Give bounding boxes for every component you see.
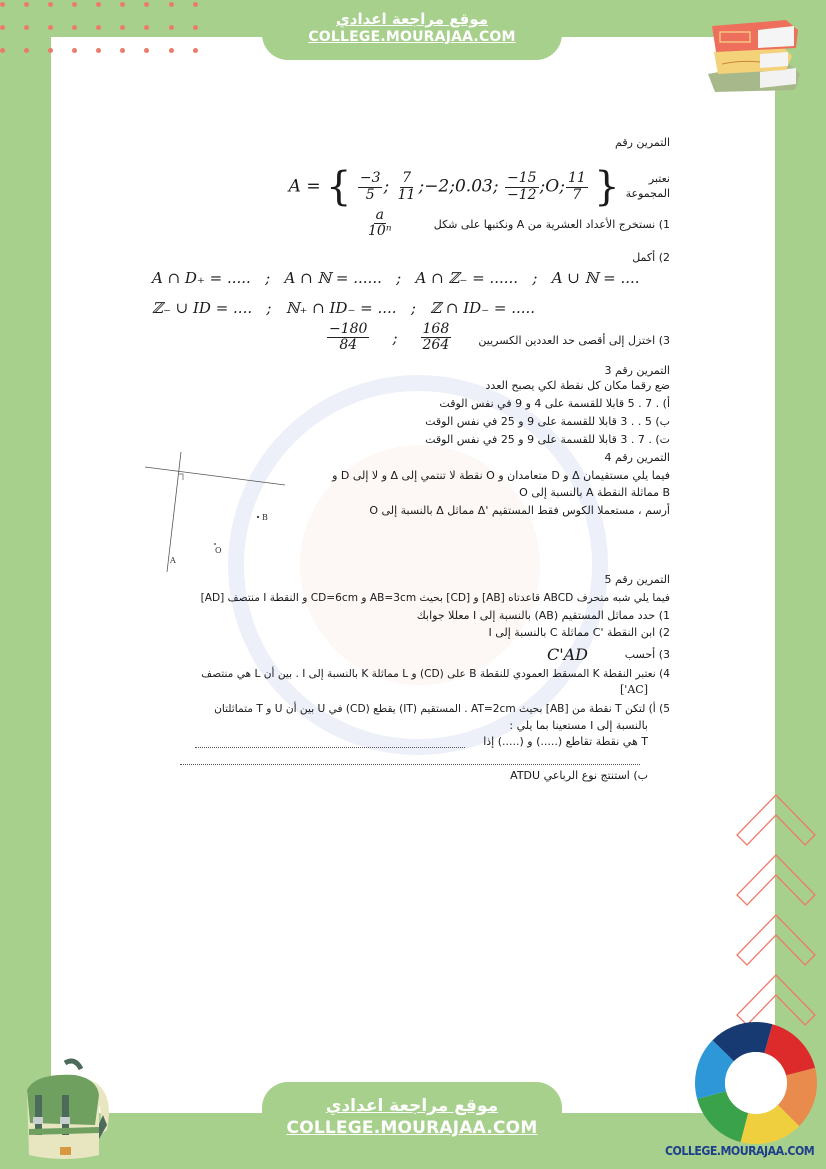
exercise-1-title: التمرين رقم xyxy=(615,136,670,149)
set-element: 0.03 xyxy=(454,176,493,197)
set-expression: A = { $\frac{-3}{5}$ ; $\frac{7}{11}$ ;−2;0.03; $\frac{-15}{-12}$ ;O; $\frac{11}{7}$ } xyxy=(288,164,620,210)
exercise-5-item: T هي نقطة تقاطع (.....) و (.....) إذا xyxy=(483,735,648,748)
exercise-5-item: بالنسبة إلى I مستعينا بما يلي : xyxy=(509,719,648,732)
header-site-tab[interactable] xyxy=(262,0,562,60)
exercise-4-line: B مماثلة النقطة A بالنسبة إلى O xyxy=(519,486,670,499)
set-element: $\frac{-15}{-12}$ xyxy=(506,170,537,203)
header-site-name[interactable]: موقع مراجعة اعدادي xyxy=(336,10,488,28)
decorative-dots xyxy=(0,0,210,55)
exercise-5-item: [AC'] xyxy=(620,683,648,696)
college-logo-wheel xyxy=(695,1022,817,1144)
footer-site-name[interactable]: موقع مراجعة اعدادي xyxy=(325,1096,499,1116)
q2-line-2: ℤ₋ ∪ ID = .... ; ℕ₊ ∩ ID₋ = .... ; ℤ ∩ ID₋ = ..... xyxy=(152,299,536,317)
backpack-icon xyxy=(15,1055,115,1165)
logo-caption: COLLEGE.MOURAJAA.COM xyxy=(665,1143,815,1158)
set-element: O xyxy=(545,176,560,197)
point-b-label: B xyxy=(262,513,268,522)
exercise-4-line: أرسم ، مستعملا الكوس فقط المستقيم 'Δ مماثل Δ بالنسبة إلى O xyxy=(369,504,670,517)
exercise-5-item: 1) حدد مماثل المستقيم (AB) بالنسبة إلى I معللا جوابك xyxy=(416,609,670,622)
exercise-4-title: التمرين رقم 4 xyxy=(604,451,670,464)
fraction: $\frac{-180}{84}$ xyxy=(329,321,368,354)
set-element: $\frac{7}{11}$ xyxy=(397,170,416,203)
set-element: $\frac{11}{7}$ xyxy=(567,170,586,203)
answer-line[interactable] xyxy=(180,764,640,765)
chevron-up-icons xyxy=(732,790,822,1040)
exercise-4-line: فيما يلي مستقيمان Δ و D متعامدان و O نقطة لا تنتمي إلى Δ و لا إلى D و xyxy=(332,469,670,482)
set-name: A = xyxy=(288,176,321,197)
set-element: −2 xyxy=(424,176,450,197)
books-icon xyxy=(700,12,805,94)
geometry-figure xyxy=(145,450,285,575)
point-o-label: O xyxy=(215,546,222,555)
exercise-5-intro: فيما يلي شبه منحرف ABCD قاعدتاه [AB] و [CD] بحيث AB=3cm و CD=6cm و النقطة I منتصف [AD] xyxy=(200,592,670,604)
frame-left xyxy=(0,0,51,1169)
footer-site-tab[interactable] xyxy=(262,1082,562,1169)
answer-line[interactable] xyxy=(195,747,465,748)
fraction: $\frac{168}{264}$ xyxy=(422,321,450,354)
exercise-5-item: ب) استنتج نوع الرباعي ATDU xyxy=(510,769,648,782)
q2-line-1: A ∩ D₊ = ..... ; A ∩ ℕ = ...... ; A ∩ ℤ₋ = ...... ; A ∪ ℕ = .... xyxy=(152,269,640,287)
exercise-5-item: 3) أحسب xyxy=(624,648,670,661)
exercise-1-q3: 3) اختزل إلى أقصى حد العددين الكسريين xyxy=(478,334,670,347)
q1-form-fraction: $\frac{a}{\text{10ⁿ}}$ xyxy=(368,207,392,240)
exercise-3-intro: ضع رقما مكان كل نقطة لكي يصبح العدد xyxy=(485,379,670,392)
footer-site-url[interactable]: COLLEGE.MOURAJAA.COM xyxy=(286,1118,538,1138)
exercise-1-q1: 1) نستخرج الأعداد العشرية من A ونكتبها على شكل xyxy=(433,218,670,231)
exercise-5-item: 2) ابن النقطة 'C مماثلة C بالنسبة إلى I xyxy=(488,626,670,639)
q3-math-angle: C'AD xyxy=(546,645,588,664)
point-a-label: A xyxy=(170,556,176,565)
header-site-url[interactable]: COLLEGE.MOURAJAA.COM xyxy=(308,29,516,45)
set-element: $\frac{-3}{5}$ xyxy=(359,170,381,203)
exercise-1-q2: 2) أكمل xyxy=(632,251,670,264)
exercise-3-title: التمرين رقم 3 xyxy=(604,364,670,377)
exercise-3-item: ب) 5 . . 3 قابلا للقسمة على 9 و 25 في نفس الوقت xyxy=(425,415,670,428)
exercise-3-item: أ) . 7 . 5 قابلا للقسمة على 4 و 9 في نفس الوقت xyxy=(439,397,670,410)
exercise-3-item: ت) . 7 . 3 قابلا للقسمة على 9 و 25 في نفس الوقت xyxy=(425,433,670,446)
exercise-5-title: التمرين رقم 5 xyxy=(604,573,670,586)
set-intro: نعتبر المجموعة xyxy=(625,172,670,200)
exercise-5-item: 4) نعتبر النقطة K المسقط العمودي للنقطة B على (CD) و L مماثلة K بالنسبة إلى I . بين أن L هي منتصف xyxy=(201,668,670,680)
q3-fractions: $\frac{-180}{84}$ ; $\frac{168}{264}$ xyxy=(329,321,450,354)
exercise-5-item: 5) أ) لتكن T نقطة من [AB] بحيث AT=2cm . المستقيم (IT) يقطع (CD) في U بين أن U و T متماثلتان xyxy=(214,703,670,715)
set-definition xyxy=(288,160,670,214)
